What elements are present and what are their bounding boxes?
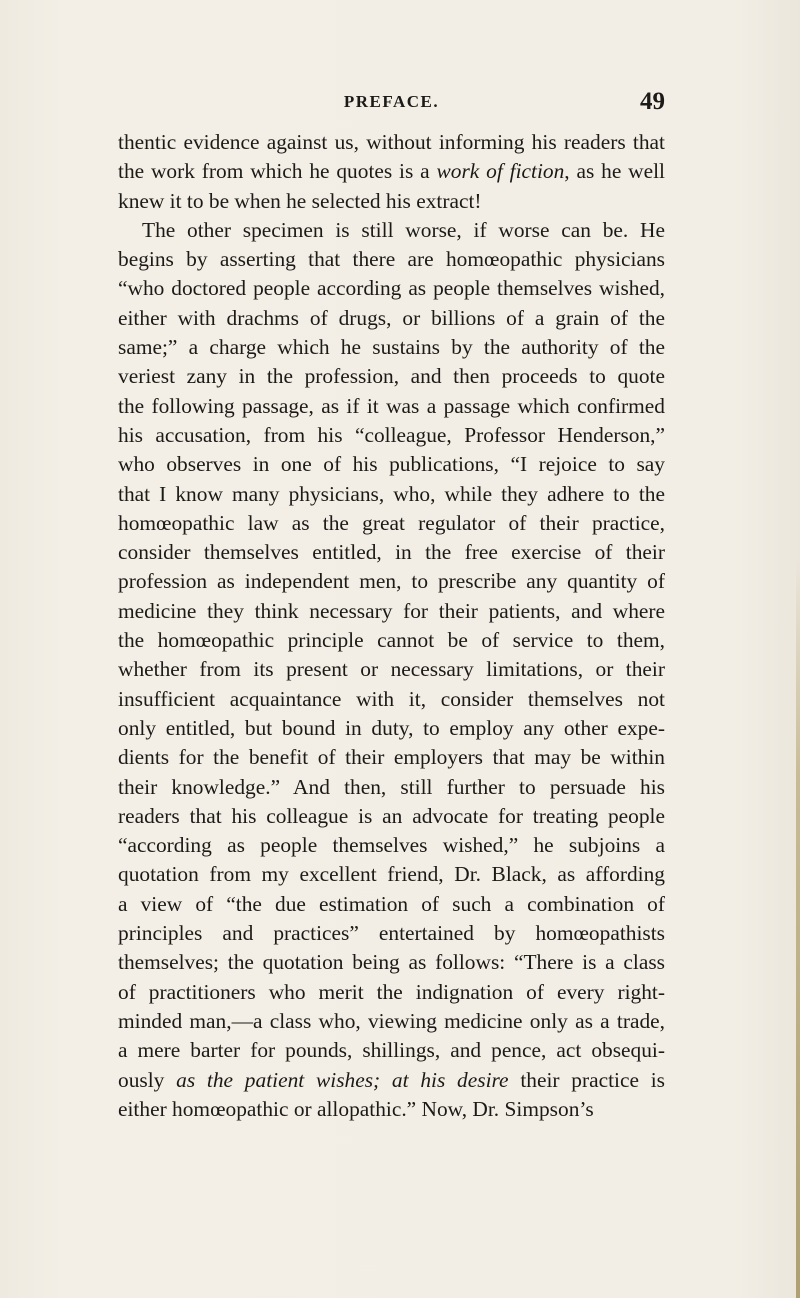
text-line: “who doctored people according as people themselves wished, — [118, 276, 665, 301]
text-line: a view of “the due estimation of such a combination of — [118, 891, 665, 916]
text-line: either homœopathic or allopathic.” Now, Dr. Simpson’s — [118, 1096, 594, 1121]
text-line: themselves; the quotation being as follows: “There is a class — [118, 950, 665, 975]
text-line: medicine they think necessary for their patients, and where — [118, 598, 665, 623]
text-line: The other specimen is still worse, if worse can be. He — [142, 217, 665, 242]
text-line: thentic evidence against us, without informing his readers that — [118, 130, 665, 154]
text-line: the following passage, as if it was a passage which confirmed — [118, 393, 665, 418]
text-line: dients for the benefit of their employers that may be within — [118, 745, 665, 770]
text-line: the work from which he quotes is a work of fiction, as he well — [118, 159, 665, 184]
text-line: veriest zany in the profession, and then proceeds to quote — [118, 364, 665, 389]
text-line: either with drachms of drugs, or billions of a grain of the — [118, 305, 665, 330]
text-line: the homœopathic principle cannot be of service to them, — [118, 628, 665, 653]
running-head: PREFACE. — [343, 92, 440, 111]
text-line: a mere barter for pounds, shillings, and pence, act obsequi- — [118, 1038, 665, 1063]
text-line: readers that his colleague is an advocate for treating people — [118, 803, 665, 828]
text-line: whether from its present or necessary limitations, or their — [118, 657, 665, 682]
text-line: his accusation, from his “colleague, Professor Henderson,” — [118, 422, 665, 447]
text-line: who observes in one of his publications, “I rejoice to say — [118, 452, 665, 477]
text-line: “according as people themselves wished,” he subjoins a — [118, 833, 665, 858]
text-line: same;” a charge which he sustains by the authority of the — [118, 335, 665, 360]
page-header — [118, 88, 665, 122]
text-line: knew it to be when he selected his extract! — [118, 188, 482, 213]
page-edge-shadow — [796, 560, 800, 1298]
text-line: minded man,—a class who, viewing medicine only as a trade, — [118, 1008, 665, 1033]
text-line: insufficient acquaintance with it, consider themselves not — [118, 686, 665, 711]
text-line: homœopathic law as the great regulator of their practice, — [118, 510, 665, 535]
page-number: 49 — [640, 88, 665, 115]
text-line: consider themselves entitled, in the free exercise of their — [118, 540, 665, 565]
text-line: their knowledge.” And then, still further to persuade his — [118, 774, 665, 799]
body-text — [118, 128, 665, 1124]
text-line: that I know many physicians, who, while they adhere to the — [118, 481, 665, 506]
text-line: of practitioners who merit the indignation of every right- — [118, 979, 665, 1004]
text-line: begins by asserting that there are homœopathic physicians — [118, 247, 665, 272]
text-line: only entitled, but bound in duty, to employ any other expe- — [118, 715, 665, 740]
text-line: profession as independent men, to prescribe any quantity of — [118, 569, 665, 594]
text-line: principles and practices” entertained by homœopathists — [118, 921, 665, 946]
text-line: quotation from my excellent friend, Dr. Black, as affording — [118, 862, 665, 887]
text-line: ously as the patient wishes; at his desire their practice is — [118, 1067, 665, 1092]
